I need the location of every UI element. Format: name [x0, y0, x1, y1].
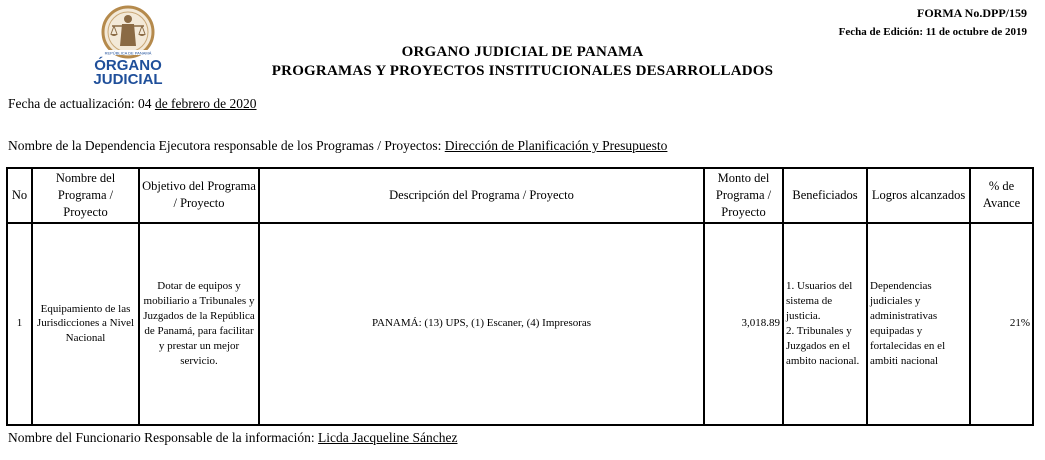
form-number: FORMA No.DPP/159	[917, 6, 1027, 20]
cell-descripcion: PANAMÁ: (13) UPS, (1) Escaner, (4) Impresoras	[259, 223, 704, 425]
document-title: ORGANO JUDICIAL DE PANAMA	[401, 44, 644, 60]
update-date-label: Fecha de actualización: 04	[8, 96, 155, 111]
logo-line2: JUDICIAL	[93, 71, 163, 86]
programs-table	[6, 167, 1034, 426]
cell-objetivo: Dotar de equipos y mobiliario a Tribunales y Juzgados de la República de Panamá, para facilitar y prestar un mejor servicio.	[139, 223, 259, 425]
header-monto: Monto del Programa / Proyecto	[704, 168, 783, 223]
logo-line1: ÓRGANO	[94, 57, 162, 74]
cell-nombre: Equipamiento de las Jurisdicciones a Nivel Nacional	[32, 223, 139, 425]
header-beneficiados: Beneficiados	[783, 168, 867, 223]
cell-logros: Dependencias judiciales y administrativas equipadas y fortalecidas en el ambiti nacional	[867, 223, 970, 425]
header-objetivo: Objetivo del Programa / Proyecto	[139, 168, 259, 223]
logo-top-text: REPÚBLICA DE PANAMÁ	[104, 50, 152, 56]
update-date-line	[8, 96, 257, 112]
header-descripcion: Descripción del Programa / Proyecto	[259, 168, 704, 223]
cell-no: 1	[7, 223, 32, 425]
header-no: No	[7, 168, 32, 223]
responsible-official-line	[8, 430, 457, 446]
cell-monto: 3,018.89	[704, 223, 783, 425]
agency-label: Nombre de la Dependencia Ejecutora responsable de los Programas / Proyectos:	[8, 138, 445, 153]
header-logros: Logros alcanzados	[867, 168, 970, 223]
table-row	[7, 223, 1033, 425]
official-name: Licda Jacqueline Sánchez	[318, 430, 458, 445]
update-date-value: de febrero de 2020	[154, 96, 257, 111]
agency-line	[8, 138, 667, 154]
cell-beneficiados: 1. Usuarios del sistema de justicia. 2. Tribunales y Juzgados en el ambito nacional.	[783, 223, 867, 425]
edition-date: Fecha de Edición: 11 de octubre de 2019	[838, 26, 1027, 38]
agency-value: Dirección de Planificación y Presupuesto	[444, 138, 668, 153]
header-avance: % de Avance	[970, 168, 1033, 223]
header-nombre: Nombre del Programa / Proyecto	[32, 168, 139, 223]
table-header-row	[7, 168, 1033, 223]
cell-avance: 21%	[970, 223, 1033, 425]
official-label: Nombre del Funcionario Responsable de la información:	[8, 430, 319, 445]
document-subtitle: PROGRAMAS Y PROYECTOS INSTITUCIONALES DESARROLLADOS	[271, 63, 774, 79]
